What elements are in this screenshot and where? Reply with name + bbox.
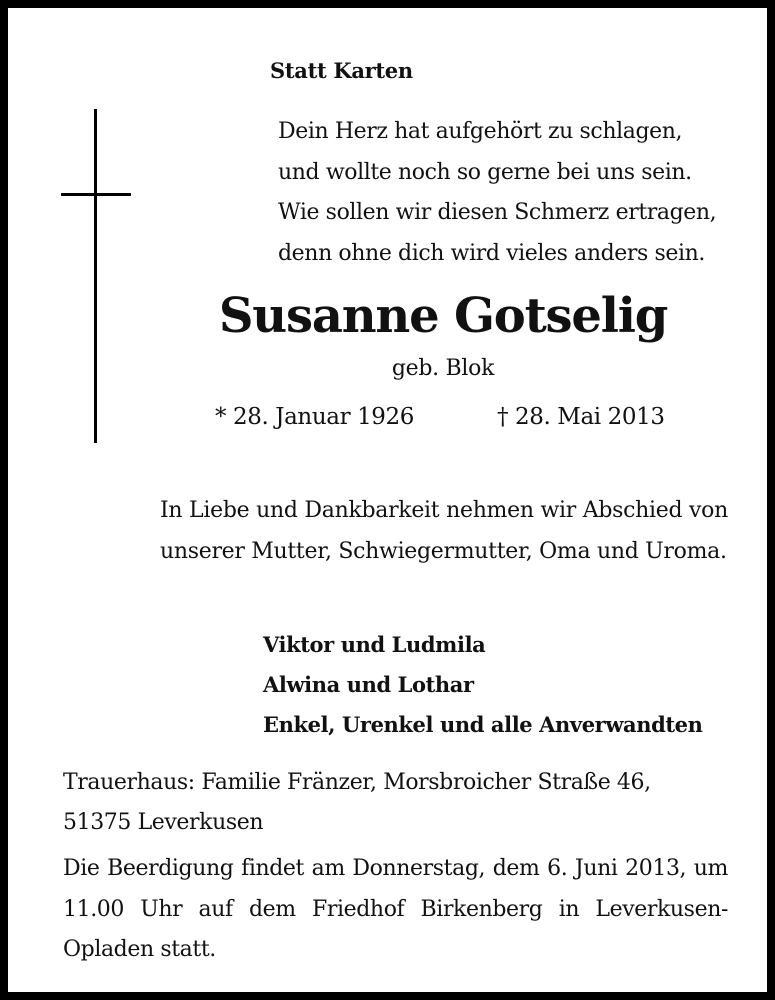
funeral-info: Die Beerdigung findet am Donnerstag, dem 6. Juni 2013, um 11.00 Uhr auf dem Friedhof Birkenberg in Leverkusen-Opladen statt. [63, 856, 728, 962]
trauerhaus-line: Trauerhaus: Familie Fränzer, Morsbroicher Straße 46, [63, 770, 651, 795]
poem-line: und wollte noch so gerne bei uns sein. [278, 159, 692, 185]
death-date: † 28. Mai 2013 [497, 404, 665, 430]
deceased-name: Susanne Gotselig [218, 288, 668, 344]
mourners-list [263, 625, 703, 745]
poem-line: denn ohne dich wird vieles anders sein. [278, 240, 706, 266]
mourner-entry: Enkel, Urenkel und alle Anverwandten [263, 712, 703, 737]
poem-line: Dein Herz hat aufgehört zu schlagen, [278, 119, 683, 144]
farewell-text: In Liebe und Dankbarkeit nehmen wir Abschied von unserer Mutter, Schwiegermutter, Oma und Uroma. [160, 498, 728, 564]
mourner-entry: Viktor und Ludmila [263, 632, 486, 657]
maiden-name: geb. Blok [391, 356, 495, 381]
poem [278, 112, 716, 274]
trauerhaus-address [63, 763, 733, 843]
cross-vertical-bar [94, 109, 97, 443]
trauerhaus-line: 51375 Leverkusen [63, 810, 264, 835]
statt-karten-heading: Statt Karten [270, 58, 413, 83]
cross-horizontal-bar [61, 193, 131, 196]
poem-line: Wie sollen wir diesen Schmerz ertragen, [278, 200, 717, 225]
birth-date: * 28. Januar 1926 [215, 404, 415, 430]
mourner-entry: Alwina und Lothar [263, 672, 474, 697]
